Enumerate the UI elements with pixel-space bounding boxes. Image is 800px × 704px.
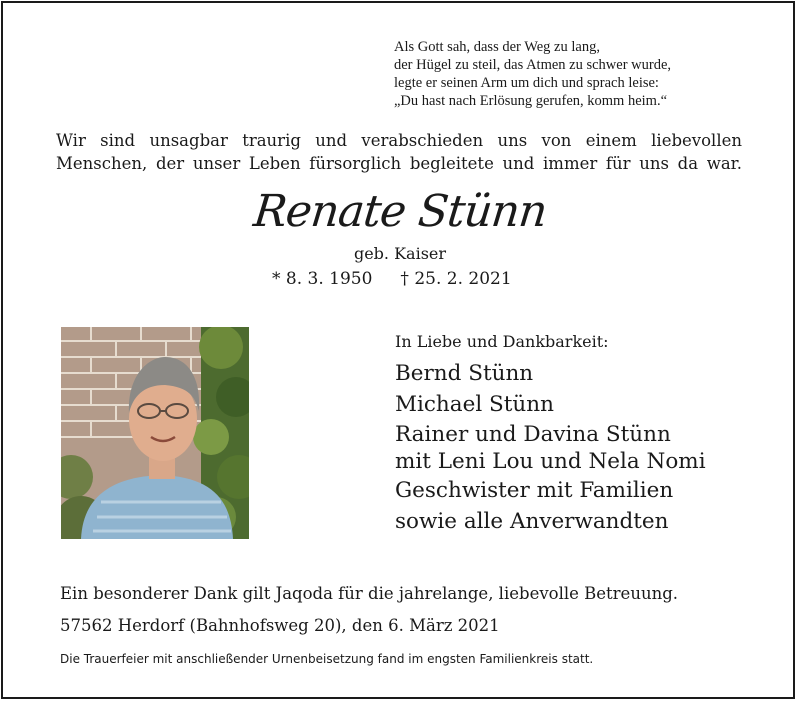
mourner-name: Michael Stünn — [395, 391, 554, 417]
birth-date: * 8. 3. 1950 — [272, 269, 373, 289]
mourner-name: Bernd Stünn — [395, 361, 534, 386]
special-thanks: Ein besonderer Dank gilt Jaqoda für die jahrelange, liebevolle Betreuung. — [60, 584, 679, 603]
deceased-name: Renate Stünn — [251, 186, 549, 237]
death-date: † 25. 2. 2021 — [400, 269, 512, 289]
intro-line: Menschen, der unser Leben fürsorglich begleitete und immer für uns da war. — [56, 154, 742, 173]
poem-line: Als Gott sah, dass der Weg zu lang, — [394, 39, 600, 55]
poem-line: legte er seinen Arm um dich und sprach leise: — [394, 75, 659, 91]
poem-line: „Du hast nach Erlösung gerufen, komm heim.“ — [394, 93, 668, 109]
intro-text — [56, 129, 742, 175]
maiden-name: geb. Kaiser — [353, 244, 447, 263]
mourner-name: Rainer und Davina Stünn — [395, 422, 671, 447]
mourner-name: sowie alle Anverwandten — [395, 508, 669, 534]
mourners-intro: In Liebe und Dankbarkeit: — [395, 332, 609, 351]
mourner-name: Geschwister mit Familien — [395, 478, 674, 503]
poem — [394, 38, 671, 110]
mourner-name: mit Leni Lou und Nela Nomi — [395, 449, 706, 474]
poem-line: der Hügel zu steil, das Atmen zu schwer wurde, — [394, 57, 672, 73]
place-and-date: 57562 Herdorf (Bahnhofsweg 20), den 6. März 2021 — [60, 616, 500, 635]
life-dates — [272, 268, 512, 290]
mourners-list — [395, 331, 706, 537]
intro-line: Wir sind unsagbar traurig und verabschieden uns von einem liebevollen — [56, 131, 742, 150]
portrait-photo — [61, 327, 249, 539]
funeral-note: Die Trauerfeier mit anschließender Urnenbeisetzung fand im engsten Familienkreis statt. — [60, 652, 594, 666]
